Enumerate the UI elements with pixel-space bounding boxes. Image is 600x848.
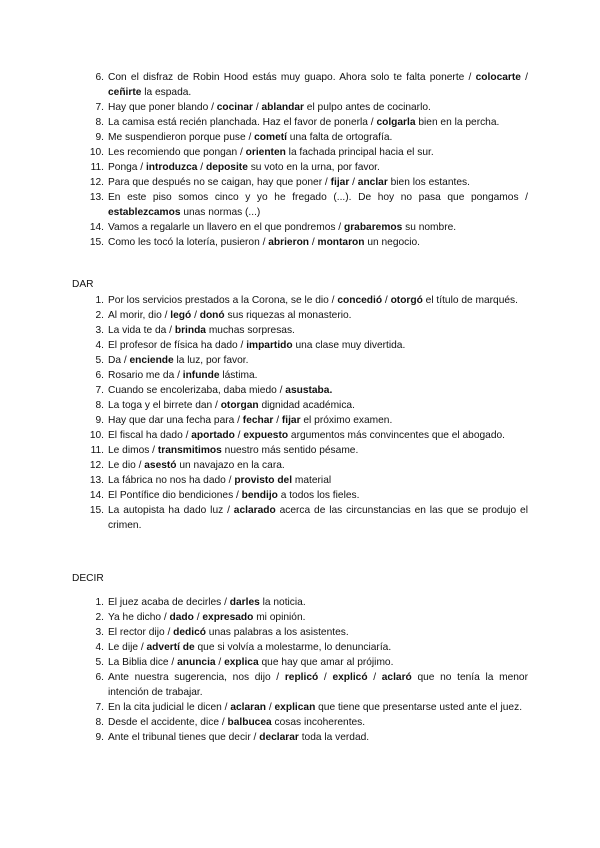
answer-word: fijar [281, 415, 301, 426]
sentence-text: / [273, 415, 282, 426]
sentence-text: / [193, 612, 203, 623]
sentence-text: una falta de ortografía. [286, 132, 393, 143]
sentence-text: El profesor de física ha dado / [108, 340, 247, 351]
item-number: 5. [95, 657, 104, 668]
list-item [0, 413, 600, 428]
list-item [0, 715, 600, 730]
sentence-text: su nombre. [402, 222, 457, 233]
item-number: 7. [95, 702, 104, 713]
sentence-text: bien en la percha. [415, 117, 500, 128]
sentence-text: que no tenía la menor intención de trabajar. [108, 672, 528, 698]
item-number: 2. [95, 612, 104, 623]
item-number: 10. [89, 147, 104, 158]
sentence-text: muchas sorpresas. [205, 325, 295, 336]
list-item [0, 293, 600, 308]
list-item [0, 115, 600, 130]
sentence-text: La toga y el birrete dan / [108, 400, 221, 411]
answer-word: enciende [129, 355, 174, 366]
sentence-text: Le dimos / [108, 445, 158, 456]
answer-word: darles [229, 597, 260, 608]
sentence-text: En este piso somos cinco y yo he fregado (...). De hoy no pasa que pongamos / [108, 192, 528, 203]
list-item [0, 100, 600, 115]
sentence-text: / [349, 177, 358, 188]
sentence-text: nuestro más sentido pésame. [221, 445, 359, 456]
sentence-text: que tiene que presentarse usted ante el juez. [315, 702, 523, 713]
answer-word: cocinar [216, 102, 253, 113]
sentence-text: lástima. [219, 370, 258, 381]
answer-word: impartido [246, 340, 293, 351]
answer-word: explicó [332, 672, 368, 683]
item-number: 11. [90, 445, 104, 456]
answer-word: ceñirte [108, 87, 142, 98]
sentence-text: La camisa está recién planchada. Haz el favor de ponerla / [108, 117, 377, 128]
list-item [0, 625, 600, 640]
answer-word: asustaba. [285, 385, 333, 396]
list-item [0, 730, 600, 745]
item-number: 4. [95, 340, 104, 351]
sentence-text: Con el disfraz de Robin Hood estás muy guapo. Ahora solo te falta ponerte / [108, 72, 476, 83]
list-item [0, 398, 600, 413]
item-number: 3. [95, 325, 104, 336]
sentence-text: / [191, 310, 200, 321]
sentence-text: Cuando se encolerizaba, daba miedo / [108, 385, 286, 396]
list-item [0, 220, 600, 235]
sentence-text: toda la verdad. [298, 732, 370, 743]
section-title-dar: DAR [72, 279, 94, 290]
list-item [0, 353, 600, 368]
sentence-text: dignidad académica. [258, 400, 355, 411]
answer-word: fijar [330, 177, 350, 188]
answer-word: aportado [191, 430, 235, 441]
sentence-text: El fiscal ha dado / [108, 430, 192, 441]
list-item [0, 458, 600, 473]
sentence-text: el próximo examen. [300, 415, 393, 426]
sentence-text: / [520, 72, 528, 83]
sentence-text: Le dio / [108, 460, 145, 471]
item-number: 12. [89, 177, 104, 188]
list-item [0, 70, 600, 100]
answer-word: explican [274, 702, 316, 713]
item-number: 1. [95, 295, 104, 306]
decir-exercise-list [0, 595, 600, 745]
item-number: 15. [89, 237, 104, 248]
sentence-text: la luz, por favor. [173, 355, 249, 366]
sentence-text: En la cita judicial le dicen / [108, 702, 231, 713]
item-number: 7. [95, 102, 104, 113]
answer-word: replicó [284, 672, 319, 683]
list-item [0, 428, 600, 443]
sentence-text: Les recomiendo que pongan / [108, 147, 246, 158]
item-number: 13. [89, 475, 104, 486]
answer-word: aclarado [233, 505, 276, 516]
answer-word: donó [199, 310, 225, 321]
item-number: 10. [89, 430, 104, 441]
item-number: 9. [95, 732, 104, 743]
sentence-text: el título de marqués. [422, 295, 518, 306]
answer-word: establezcamos [108, 207, 181, 218]
list-item [0, 308, 600, 323]
answer-word: aclaró [381, 672, 412, 683]
answer-word: expuesto [243, 430, 289, 441]
sentence-text: / [367, 672, 382, 683]
item-number: 12. [89, 460, 104, 471]
answer-word: otorgan [220, 400, 259, 411]
sentence-text: la espada. [141, 87, 192, 98]
sentence-text: Por los servicios prestados a la Corona, se le dio / [108, 295, 338, 306]
answer-word: deposite [205, 162, 248, 173]
sentence-text: Para que después no se caigan, hay que poner / [108, 177, 331, 188]
sentence-text: La vida te da / [108, 325, 175, 336]
sentence-text: Hay que poner blando / [108, 102, 217, 113]
sentence-text: Rosario me da / [108, 370, 183, 381]
list-item [0, 175, 600, 190]
list-item [0, 503, 600, 533]
sentence-text: / [253, 102, 262, 113]
answer-word: dado [169, 612, 194, 623]
sentence-text: su voto en la urna, por favor. [247, 162, 380, 173]
list-item [0, 670, 600, 700]
sentence-text: / [197, 162, 206, 173]
item-number: 9. [95, 132, 104, 143]
sentence-text: / [309, 237, 318, 248]
answer-word: dedicó [173, 627, 206, 638]
answer-word: montaron [317, 237, 365, 248]
sentence-text: que si volvía a molestarme, lo denunciaría. [194, 642, 392, 653]
sentence-text: cosas incoherentes. [271, 717, 366, 728]
sentence-text: Ante el tribunal tienes que decir / [108, 732, 260, 743]
answer-word: provisto del [234, 475, 293, 486]
sentence-text: Hay que dar una fecha para / [108, 415, 243, 426]
sentence-text: la fachada principal hacia el sur. [285, 147, 434, 158]
answer-word: colgarla [376, 117, 416, 128]
list-item [0, 700, 600, 715]
answer-word: transmitimos [157, 445, 222, 456]
list-item [0, 443, 600, 458]
answer-word: fechar [242, 415, 274, 426]
answer-word: ablandar [261, 102, 304, 113]
sentence-text: Ante nuestra sugerencia, nos dijo / [108, 672, 285, 683]
item-number: 6. [95, 672, 104, 683]
answer-word: infunde [182, 370, 220, 381]
sentence-text: La fábrica no nos ha dado / [108, 475, 235, 486]
answer-word: asestó [144, 460, 177, 471]
sentence-text: el pulpo antes de cocinarlo. [303, 102, 431, 113]
sentence-text: que hay que amar al prójimo. [258, 657, 394, 668]
sentence-text: Le dije / [108, 642, 147, 653]
section-title-decir: DECIR [72, 573, 104, 584]
list-item [0, 610, 600, 625]
answer-word: orienten [245, 147, 286, 158]
sentence-text: una clase muy divertida. [292, 340, 406, 351]
sentence-text: El Pontífice dio bendiciones / [108, 490, 242, 501]
answer-word: grabaremos [343, 222, 403, 233]
sentence-text: La autopista ha dado luz / [108, 505, 234, 516]
answer-word: declarar [259, 732, 299, 743]
item-number: 15. [89, 505, 104, 516]
answer-word: otorgó [390, 295, 423, 306]
sentence-text: El rector dijo / [108, 627, 174, 638]
answer-word: anuncia [177, 657, 216, 668]
sentence-text: argumentos más convincentes que el abogado. [288, 430, 505, 441]
list-item [0, 190, 600, 220]
list-item [0, 130, 600, 145]
item-number: 6. [95, 370, 104, 381]
sentence-text: / [234, 430, 244, 441]
answer-word: expresado [202, 612, 254, 623]
dar-exercise-list [0, 293, 600, 533]
sentence-text: / [266, 702, 275, 713]
sentence-text: Como les tocó la lotería, pusieron / [108, 237, 269, 248]
sentence-text: sus riquezas al monasterio. [224, 310, 352, 321]
sentence-text: / [215, 657, 225, 668]
list-item [0, 160, 600, 175]
sentence-text: un negocio. [364, 237, 421, 248]
item-number: 4. [95, 642, 104, 653]
item-number: 8. [95, 400, 104, 411]
sentence-text: unas palabras a los asistentes. [205, 627, 349, 638]
answer-word: advertí de [146, 642, 195, 653]
poner-exercise-list [0, 70, 600, 250]
item-number: 9. [95, 415, 104, 426]
answer-word: bendijo [241, 490, 278, 501]
list-item [0, 338, 600, 353]
answer-word: cometí [254, 132, 287, 143]
list-item [0, 595, 600, 610]
sentence-text: material [292, 475, 332, 486]
answer-word: balbucea [227, 717, 272, 728]
item-number: 6. [95, 72, 104, 83]
sentence-text: Me suspendieron porque puse / [108, 132, 255, 143]
answer-word: legó [170, 310, 192, 321]
sentence-text: unas normas (...) [180, 207, 261, 218]
item-number: 1. [95, 597, 104, 608]
list-item [0, 145, 600, 160]
sentence-text: bien los estantes. [387, 177, 470, 188]
list-item [0, 383, 600, 398]
sentence-text: Al morir, dio / [108, 310, 171, 321]
item-number: 2. [95, 310, 104, 321]
list-item [0, 235, 600, 250]
answer-word: brinda [174, 325, 206, 336]
list-item [0, 473, 600, 488]
answer-word: abrieron [268, 237, 310, 248]
list-item [0, 655, 600, 670]
item-number: 14. [89, 222, 104, 233]
sentence-text: a todos los fieles. [277, 490, 360, 501]
list-item [0, 323, 600, 338]
answer-word: colocarte [475, 72, 521, 83]
sentence-text: Da / [108, 355, 130, 366]
sentence-text: El juez acaba de decirles / [108, 597, 230, 608]
answer-word: introduzca [145, 162, 198, 173]
list-item [0, 488, 600, 503]
item-number: 13. [89, 192, 104, 203]
answer-word: concedió [337, 295, 383, 306]
sentence-text: Ponga / [108, 162, 146, 173]
sentence-text: mi opinión. [253, 612, 306, 623]
answer-word: explica [224, 657, 259, 668]
item-number: 14. [89, 490, 104, 501]
sentence-text: La Biblia dice / [108, 657, 178, 668]
item-number: 8. [95, 717, 104, 728]
sentence-text: acerca de las circunstancias en las que se produjo el crimen. [108, 505, 528, 531]
item-number: 7. [95, 385, 104, 396]
sentence-text: Desde el accidente, dice / [108, 717, 228, 728]
list-item [0, 640, 600, 655]
item-number: 5. [95, 355, 104, 366]
item-number: 11. [90, 162, 104, 173]
item-number: 3. [95, 627, 104, 638]
sentence-text: / [318, 672, 333, 683]
item-number: 8. [95, 117, 104, 128]
sentence-text: Vamos a regalarle un llavero en el que pondremos / [108, 222, 344, 233]
sentence-text: Ya he dicho / [108, 612, 170, 623]
list-item [0, 368, 600, 383]
sentence-text: un navajazo en la cara. [176, 460, 285, 471]
sentence-text: / [382, 295, 391, 306]
sentence-text: la noticia. [259, 597, 306, 608]
answer-word: aclaran [230, 702, 267, 713]
answer-word: anclar [357, 177, 388, 188]
